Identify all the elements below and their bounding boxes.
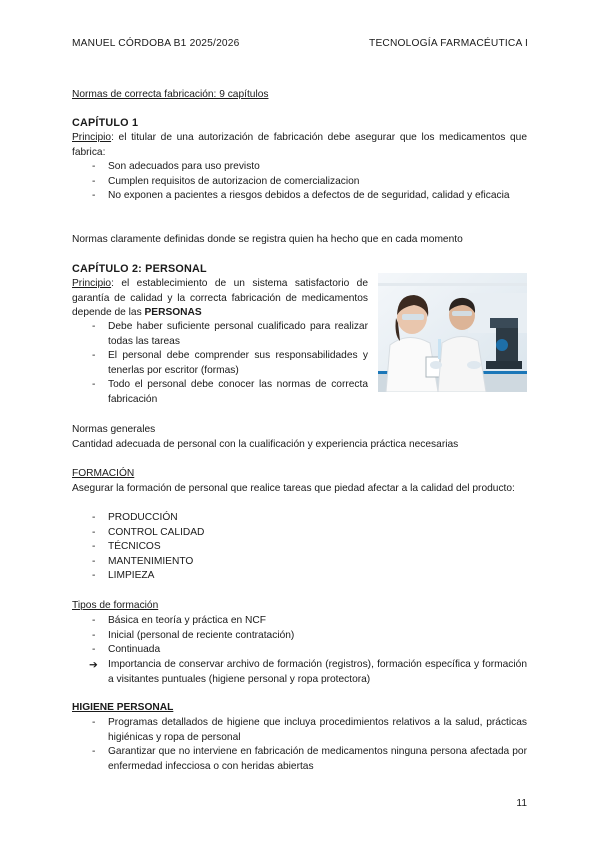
list-item: - Todo el personal debe conocer las normas de correcta fabricación	[72, 378, 368, 407]
list-item: - Programas detallados de higiene que incluya procedimientos relativos a la salud, prácticas higiénicas y ropa de personal	[72, 716, 527, 745]
tipos-title: Tipos de formación	[72, 600, 159, 611]
principle-label: Principio	[72, 278, 112, 289]
general-norms-text: Cantidad adecuada de personal con la cualificación y experiencia práctica necesarias	[72, 439, 459, 450]
chapter2-list	[72, 320, 368, 407]
formacion-title: FORMACIÓN	[72, 468, 135, 479]
list-item: - Básica en teoría y práctica en NCF	[72, 614, 527, 629]
list-item: - No exponen a pacientes a riesgos debidos a defectos de de seguridad, calidad y eficacia	[72, 189, 527, 204]
arrow-list-item	[72, 658, 527, 687]
list-item: - CONTROL CALIDAD	[72, 526, 527, 541]
formacion-text: Asegurar la formación de personal que realice tareas que piedad afectar a la calidad del producto:	[72, 483, 515, 494]
list-item: - PRODUCCIÓN	[72, 511, 527, 526]
list-item: - Cumplen requisitos de autorizacion de comercializacion	[72, 175, 527, 190]
list-item: - Debe haber suficiente personal cualificado para realizar todas las tareas	[72, 320, 368, 349]
tipos-arrow-list	[72, 658, 527, 687]
header-left: MANUEL CÓRDOBA B1 2025/2026	[72, 38, 240, 49]
principle-text: : el titular de una autorización de fabricación debe asegurar que los medicamentos que fabrica:	[72, 132, 527, 158]
lab-scientists-photo	[378, 273, 527, 392]
principle-text: : el establecimiento de un sistema satisfactorio de garantía de calidad y la correcta fabricación de medicamentos depende de las	[72, 278, 368, 318]
chapter1-list	[72, 160, 527, 204]
chapter2-principle	[72, 277, 368, 321]
list-item: - Inicial (personal de reciente contratación)	[72, 629, 527, 644]
lab-photo-illustration	[378, 273, 527, 392]
higiene-list	[72, 716, 527, 774]
arrow-item-text: Importancia de conservar archivo de formación (registros), formación específica y formación a visitantes puntuales (higiene personal y ropa protectora)	[108, 659, 527, 685]
tipos-list	[72, 614, 527, 658]
chapter1-note: Normas claramente definidas donde se registra quien ha hecho que en cada momento	[72, 234, 463, 245]
chapter1-title: CAPÍTULO 1	[72, 117, 139, 129]
list-item: - Continuada	[72, 643, 527, 658]
higiene-title: HIGIENE PERSONAL	[72, 702, 174, 713]
chapter1-principle	[72, 131, 527, 160]
formacion-list	[72, 511, 527, 584]
page-number: 11	[516, 798, 527, 809]
list-item: - Son adecuados para uso previsto	[72, 160, 527, 175]
list-item: - LIMPIEZA	[72, 569, 527, 584]
list-item: - Garantizar que no interviene en fabricación de medicamentos ninguna persona afectada por enfermedad infecciosa o con heridas abiertas	[72, 745, 527, 774]
list-item: - TÉCNICOS	[72, 540, 527, 555]
general-norms-title: Normas generales	[72, 424, 156, 435]
principle-label: Principio	[72, 132, 112, 143]
arrow-right-icon: ➔	[89, 659, 98, 671]
list-item: - MANTENIMIENTO	[72, 555, 527, 570]
intro-line: Normas de correcta fabricación: 9 capítulos	[72, 89, 269, 100]
principle-bold: PERSONAS	[144, 307, 202, 318]
header-right: TECNOLOGÍA FARMACÉUTICA I	[369, 38, 528, 49]
chapter2-title: CAPÍTULO 2: PERSONAL	[72, 263, 207, 275]
list-item: - El personal debe comprender sus responsabilidades y tenerlas por escritor (formas)	[72, 349, 368, 378]
